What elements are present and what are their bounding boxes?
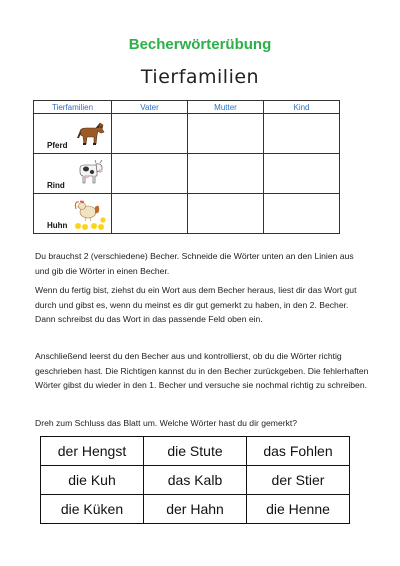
animal-cell-rind [34, 154, 112, 194]
animal-name-pferd: Pferd [47, 141, 68, 150]
animal-cell-pferd [34, 114, 112, 154]
instruction-paragraph-2: Wenn du fertig bist, ziehst du ein Wort aus dem Becher heraus, liest dir das Wort gut durch und gibst es, wenn du meinst es dir gut gemerkt zu haben, in den 2. Becher. Dann schreibst du das Wort in das passende Feld oben ein. [35, 285, 357, 325]
worksheet-title: Becherwörterübung [128, 36, 272, 53]
answer-field-huhn-kind[interactable] [264, 194, 340, 234]
animal-cell-huhn [34, 194, 112, 234]
header-kind: Kind [264, 101, 340, 114]
worksheet-subtitle: Tierfamilien [140, 66, 260, 88]
word-card[interactable]: die Stute [144, 437, 247, 466]
table-header-row [34, 101, 340, 114]
horse-icon [76, 120, 106, 148]
table-row [34, 154, 340, 194]
word-card[interactable]: das Fohlen [247, 437, 350, 466]
answer-field-rind-vater[interactable] [112, 154, 188, 194]
word-card[interactable]: die Kuh [41, 466, 144, 495]
word-card[interactable]: der Stier [247, 466, 350, 495]
answer-field-pferd-mutter[interactable] [188, 114, 264, 154]
word-card[interactable]: das Kalb [144, 466, 247, 495]
animal-name-huhn: Huhn [47, 221, 68, 230]
animal-name-rind: Rind [47, 181, 65, 190]
instruction-paragraph-3: Anschließend leerst du den Becher aus und kontrollierst, ob du die Wörter richtig geschrieben hast. Die Richtigen kannst du in den Becher zurückgeben. Die fehlerhaften Wörter gibst du wieder in den 1. Becher und versuche sie nochmal richtig zu schreiben. [35, 351, 369, 391]
animal-family-table [33, 100, 340, 234]
chicken-icon [70, 197, 110, 231]
word-card[interactable]: die Küken [41, 495, 144, 524]
word-card[interactable]: die Henne [247, 495, 350, 524]
instruction-paragraph-4: Dreh zum Schluss das Blatt um. Welche Wörter hast du dir gemerkt? [35, 418, 298, 428]
header-vater: Vater [112, 101, 188, 114]
answer-field-pferd-kind[interactable] [264, 114, 340, 154]
answer-field-rind-kind[interactable] [264, 154, 340, 194]
instruction-paragraph-1: Du brauchst 2 (verschiedene) Becher. Schneide die Wörter unten an den Linien aus und gib die Wörter in einen Becher. [35, 251, 354, 276]
table-row [41, 495, 350, 524]
header-mutter: Mutter [188, 101, 264, 114]
table-row [34, 114, 340, 154]
answer-field-huhn-mutter[interactable] [188, 194, 264, 234]
table-row [34, 194, 340, 234]
word-card[interactable]: der Hengst [41, 437, 144, 466]
answer-field-huhn-vater[interactable] [112, 194, 188, 234]
table-row [41, 466, 350, 495]
header-tierfamilien: Tierfamilien [34, 101, 112, 114]
word-card[interactable]: der Hahn [144, 495, 247, 524]
cutout-word-table [40, 436, 350, 524]
answer-field-rind-mutter[interactable] [188, 154, 264, 194]
cow-icon [75, 158, 105, 188]
answer-field-pferd-vater[interactable] [112, 114, 188, 154]
table-row [41, 437, 350, 466]
